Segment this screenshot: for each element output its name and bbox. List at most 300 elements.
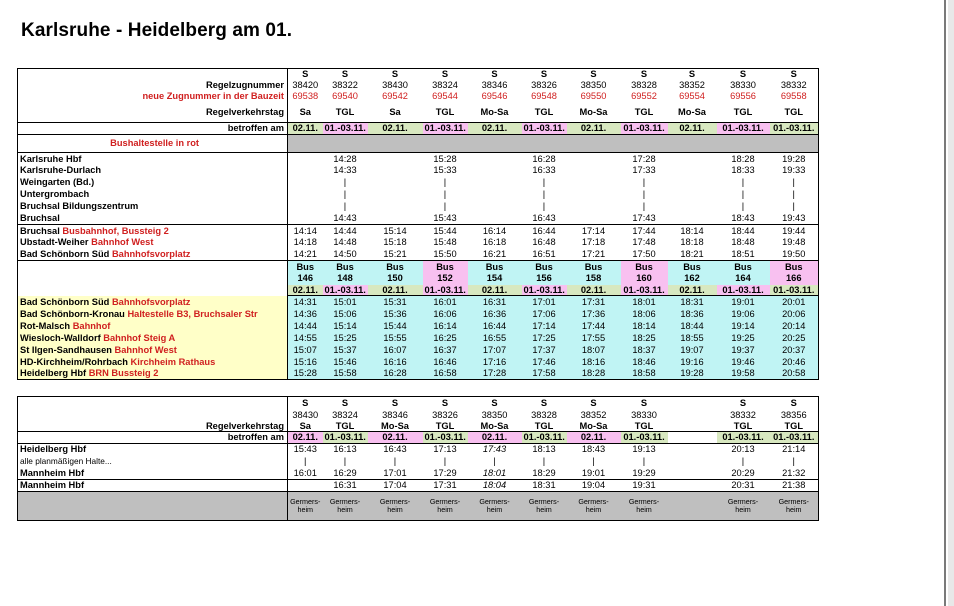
departure-time: 21:32	[770, 467, 819, 479]
departure-time: 16:25	[423, 332, 468, 344]
operating-day: Sa	[288, 421, 323, 432]
departure-time: 19:48	[770, 237, 819, 249]
bus-stop-name: Haltestelle B3, Bruchsaler Str	[127, 308, 258, 319]
destination-note: Germers- heim	[323, 491, 368, 520]
departure-time: 18:51	[731, 249, 755, 260]
departure-time: 18:33	[731, 165, 755, 176]
affected-dates: 02.11.	[368, 432, 423, 444]
departure-time	[368, 165, 423, 177]
operating-day: TGL	[435, 107, 455, 118]
departure-time: 18:44	[668, 320, 717, 332]
train-category: S	[770, 397, 819, 410]
train-number: 38324	[332, 409, 358, 420]
table-row	[18, 356, 888, 368]
table-row	[18, 123, 888, 135]
affected-dates: 02.11.	[288, 285, 323, 296]
affected-dates: 01.-03.11.	[424, 123, 466, 134]
bus-number: 150	[368, 273, 423, 285]
bus-number: 148	[323, 273, 368, 285]
departure-time: |	[542, 189, 546, 200]
station-name	[18, 344, 288, 356]
departure-time: 19:33	[770, 165, 819, 177]
table-row	[18, 368, 888, 380]
table-row	[18, 455, 888, 467]
table-row	[18, 479, 888, 491]
grey-cell	[621, 135, 668, 153]
table-row	[18, 491, 888, 520]
departure-time: 15:21	[383, 249, 407, 260]
departure-time: 19:16	[668, 356, 717, 368]
departure-time	[567, 153, 621, 165]
train-category: S	[288, 69, 323, 80]
train-category: S	[288, 397, 323, 410]
label-cell	[18, 273, 288, 285]
departure-time: 19:04	[567, 479, 621, 491]
bus-label: Bus	[770, 261, 819, 273]
departure-time: 14:28	[323, 153, 368, 165]
new-train-number: 69556	[730, 91, 756, 102]
bus-label: Bus	[522, 261, 567, 273]
train-category: S	[323, 69, 368, 80]
departure-time	[288, 189, 323, 201]
departure-time: 18:28	[567, 368, 621, 380]
affected-dates: 02.11.	[668, 285, 717, 296]
affected-dates: 01.-03.11.	[717, 432, 770, 444]
affected-dates	[668, 432, 717, 444]
timetable-heidelberg-mannheim	[17, 396, 888, 521]
departure-time: 18:31	[668, 296, 717, 308]
departure-time: 15:43	[288, 443, 323, 455]
betroffen-label: betroffen am	[18, 123, 288, 135]
departure-time: 18:36	[668, 308, 717, 320]
departure-time: |	[642, 189, 646, 200]
label-cell	[18, 397, 288, 410]
departure-time: |	[542, 456, 546, 467]
bus-number: 158	[567, 273, 621, 285]
table-row	[18, 165, 888, 177]
destination-note: Germers- heim	[522, 491, 567, 520]
departure-time: |	[393, 456, 397, 467]
departure-time: 18:58	[621, 368, 668, 380]
destination-note: Germers- heim	[621, 491, 668, 520]
departure-time: |	[770, 189, 819, 201]
operating-day	[668, 421, 717, 432]
departure-time: 18:04	[468, 479, 522, 491]
departure-time	[668, 201, 717, 213]
departure-time: |	[493, 456, 496, 467]
station-name: Weingarten (Bd.)	[18, 177, 288, 189]
affected-dates: 01.-03.11.	[770, 123, 819, 135]
departure-time: |	[642, 177, 646, 188]
operating-day: TGL	[534, 107, 554, 118]
grey-cell	[770, 135, 819, 153]
page-border	[944, 0, 946, 606]
new-train-number: 69540	[332, 91, 358, 102]
departure-time: 18:14	[621, 320, 668, 332]
destination-note: Germers- heim	[717, 491, 770, 520]
departure-time: 14:55	[288, 332, 323, 344]
table-row	[18, 69, 888, 80]
bus-stop-name: Bahnhof	[72, 320, 111, 331]
departure-time: 15:33	[433, 165, 457, 176]
affected-dates: 01.-03.11.	[523, 432, 565, 443]
train-category: S	[668, 69, 717, 80]
departure-time	[668, 467, 717, 479]
departure-time: 19:46	[717, 356, 770, 368]
destination-note: Germers- heim	[468, 491, 522, 520]
table-row	[18, 397, 888, 410]
departure-time: 20:01	[770, 296, 819, 308]
grey-cell	[423, 135, 468, 153]
departure-time: 18:48	[731, 237, 755, 248]
table-row	[18, 189, 888, 201]
departure-time: |	[343, 177, 347, 188]
departure-time: 17:31	[423, 479, 468, 491]
departure-time: 16:13	[333, 444, 357, 455]
departure-time: 16:06	[423, 308, 468, 320]
departure-time: 14:14	[288, 225, 323, 237]
departure-time: 18:21	[680, 249, 704, 260]
affected-dates: 01.-03.11.	[324, 432, 366, 443]
departure-time: 16:37	[423, 344, 468, 356]
station-name: Karlsruhe Hbf	[18, 153, 288, 165]
departure-time: 18:29	[532, 467, 556, 478]
departure-time: |	[443, 189, 447, 200]
station-name: Bruchsal	[18, 213, 288, 225]
grey-cell	[323, 135, 368, 153]
train-category: S	[423, 69, 468, 80]
departure-time: 14:18	[288, 237, 323, 249]
station-name	[18, 249, 288, 261]
table-row	[18, 135, 888, 153]
table-row	[18, 103, 888, 123]
table-row	[18, 344, 888, 356]
departure-time: 15:50	[433, 249, 457, 260]
table-row	[18, 237, 888, 249]
affected-dates: 02.11.	[668, 123, 717, 135]
label-cell	[18, 261, 288, 273]
train-category: S	[567, 397, 621, 410]
new-train-number: 69558	[770, 91, 819, 103]
departure-time: |	[443, 177, 447, 188]
departure-time: 16:28	[368, 368, 423, 380]
bus-label: Bus	[288, 261, 323, 273]
operating-day: TGL	[534, 420, 554, 431]
departure-time: 18:01	[621, 296, 668, 308]
bus-number: 156	[522, 273, 567, 285]
station-name: Karlsruhe-Durlach	[18, 165, 288, 177]
departure-time: |	[770, 201, 819, 213]
departure-time: 16:48	[532, 237, 556, 248]
new-train-number: 69554	[679, 91, 705, 102]
departure-time: 19:07	[668, 344, 717, 356]
departure-time: 17:01	[383, 467, 407, 478]
departure-time: 18:46	[621, 356, 668, 368]
bus-number: 146	[288, 273, 323, 285]
departure-time: 16:29	[333, 467, 357, 478]
train-number: 38350	[481, 409, 508, 420]
departure-time: 15:55	[368, 332, 423, 344]
departure-time: 14:44	[288, 320, 323, 332]
label-cell	[18, 410, 288, 421]
bus-stop-name: Busbahnhof, Bussteig 2	[62, 225, 169, 236]
bus-stop-name: Kirchheim Rathaus	[130, 356, 216, 367]
departure-time: 20:58	[770, 368, 819, 380]
departure-time: 16:43	[532, 213, 556, 224]
departure-time: 14:31	[288, 296, 323, 308]
grey-cell	[288, 135, 323, 153]
departure-time: 17:16	[468, 356, 522, 368]
bus-label: Bus	[621, 261, 668, 273]
label-cell	[18, 69, 288, 80]
departure-time: 17:43	[482, 444, 507, 455]
train-number: 38322	[332, 79, 358, 90]
station-name: Bruchsal Bildungszentrum	[18, 201, 288, 213]
departure-time: 19:50	[770, 249, 819, 261]
table-row	[18, 410, 888, 421]
departure-time: |	[642, 201, 646, 212]
page-shadow	[948, 0, 954, 606]
table-row	[18, 285, 888, 296]
train-number: 38346	[481, 79, 508, 90]
train-category: S	[522, 397, 567, 410]
departure-time: 15:37	[323, 344, 368, 356]
departure-time: 19:28	[770, 153, 819, 165]
departure-time	[288, 201, 323, 213]
departure-time: 18:18	[680, 237, 704, 248]
neuezug-label: neue Zugnummer in der Bauzeit	[18, 91, 288, 103]
departure-time	[567, 213, 621, 225]
departure-time: 16:36	[468, 308, 522, 320]
operating-day: TGL	[435, 420, 455, 431]
train-number: 38332	[730, 409, 756, 420]
departure-time: 18:13	[532, 444, 556, 455]
departure-time: 19:58	[717, 368, 770, 380]
bushaltestelle-note: Bushaltestelle in rot	[18, 135, 288, 153]
departure-time: |	[741, 201, 745, 212]
bus-stop-name: Bahnhof Steig A	[103, 332, 176, 343]
departure-time: 17:28	[468, 368, 522, 380]
train-number: 38328	[531, 409, 557, 420]
affected-dates: 02.11.	[468, 285, 522, 296]
destination-note: Germers- heim	[368, 491, 423, 520]
departure-time	[368, 189, 423, 201]
departure-time: 17:58	[522, 368, 567, 380]
station-name: Untergrombach	[18, 189, 288, 201]
bus-number: 166	[770, 273, 819, 285]
departure-time: 18:07	[567, 344, 621, 356]
new-train-number: 69548	[531, 91, 557, 102]
label-cell	[18, 285, 288, 296]
departure-time: 17:07	[468, 344, 522, 356]
affected-dates: 02.11.	[567, 123, 621, 135]
operating-day: Sa	[288, 103, 323, 123]
station-name	[18, 320, 288, 332]
departure-time	[567, 201, 621, 213]
bus-number: 164	[717, 273, 770, 285]
bus-stop-name: Bahnhof West	[91, 237, 154, 248]
departure-time: 15:44	[423, 225, 468, 237]
bus-label: Bus	[368, 261, 423, 273]
departure-time: 14:21	[288, 249, 323, 261]
operating-day: TGL	[634, 420, 654, 431]
departure-time: 17:44	[567, 320, 621, 332]
grey-cell	[668, 135, 717, 153]
departure-time	[468, 177, 522, 189]
destination-note: Germers- heim	[567, 491, 621, 520]
departure-time: 19:14	[717, 320, 770, 332]
departure-time	[468, 153, 522, 165]
departure-time: 18:44	[717, 225, 770, 237]
departure-time	[567, 165, 621, 177]
departure-time: 16:44	[468, 320, 522, 332]
operating-day: TGL	[634, 107, 654, 118]
departure-time: 20:14	[770, 320, 819, 332]
departure-time: 18:31	[522, 479, 567, 491]
train-category: S	[621, 69, 668, 80]
departure-time	[567, 189, 621, 201]
departure-time: 14:33	[333, 165, 357, 176]
departure-time: |	[741, 189, 745, 200]
departure-time: 17:31	[567, 296, 621, 308]
train-category: S	[368, 397, 423, 410]
new-train-number: 69538	[288, 91, 323, 103]
affected-dates: 01.-03.11.	[424, 432, 466, 443]
table-row	[18, 261, 888, 273]
new-train-number: 69546	[481, 91, 508, 102]
train-category: S	[468, 69, 522, 80]
bus-stop-name: Bahnhofsvorplatz	[111, 249, 191, 260]
departure-time: 15:06	[323, 308, 368, 320]
train-number: 38330	[631, 409, 657, 420]
operating-day: TGL	[733, 107, 753, 118]
departure-time: 15:07	[288, 344, 323, 356]
station-name-text: Bad Schönborn Süd	[20, 249, 112, 260]
departure-time: 17:28	[621, 153, 668, 165]
regelzug-label: Regelzugnummer	[18, 80, 288, 91]
departure-time: 18:37	[621, 344, 668, 356]
departure-time: 17:46	[522, 356, 567, 368]
train-category: S	[717, 397, 770, 410]
departure-time: 17:14	[567, 225, 621, 237]
departure-time: |	[343, 189, 347, 200]
affected-dates: 01.-03.11.	[770, 285, 819, 296]
train-number: 38430	[288, 410, 323, 421]
train-category: S	[621, 397, 668, 410]
departure-time: 19:25	[717, 332, 770, 344]
departure-time: 17:04	[368, 479, 423, 491]
departure-time: 15:46	[323, 356, 368, 368]
departure-time: 18:01	[482, 467, 507, 478]
affected-dates: 01.-03.11.	[424, 284, 466, 295]
departure-time: 20:25	[770, 332, 819, 344]
departure-time	[668, 213, 717, 225]
departure-time: 17:06	[522, 308, 567, 320]
departure-time: 16:43	[383, 444, 407, 455]
departure-time: 14:50	[333, 249, 357, 260]
departure-time: 20:13	[731, 444, 755, 455]
destination-note	[668, 491, 717, 520]
grey-cell	[522, 135, 567, 153]
destination-note: Germers- heim	[770, 491, 819, 520]
departure-time: 16:44	[522, 225, 567, 237]
departure-time: 19:01	[581, 467, 606, 478]
train-number: 38326	[531, 79, 557, 90]
bus-number: 162	[668, 273, 717, 285]
departure-time: |	[288, 455, 323, 467]
affected-dates: 01.-03.11.	[523, 284, 565, 295]
grey-cell	[368, 135, 423, 153]
departure-time: 16:31	[468, 296, 522, 308]
operating-day: Mo-Sa	[480, 107, 509, 118]
departure-time: 15:14	[368, 225, 423, 237]
departure-time: 19:01	[717, 296, 770, 308]
departure-time: 17:36	[567, 308, 621, 320]
affected-dates: 02.11.	[468, 432, 522, 444]
affected-dates: 01.-03.11.	[621, 123, 668, 135]
train-category: S	[323, 397, 368, 410]
bus-label: Bus	[567, 261, 621, 273]
table-row	[18, 467, 888, 479]
train-number: 38350	[580, 79, 607, 90]
departure-time: 17:18	[581, 237, 606, 248]
departure-time: 15:58	[323, 368, 368, 380]
departure-time: 17:43	[632, 213, 656, 224]
departure-time: 16:18	[482, 237, 507, 248]
departure-time: 16:14	[423, 320, 468, 332]
table-row	[18, 320, 888, 332]
departure-time: 19:28	[668, 368, 717, 380]
new-train-number: 69542	[382, 91, 408, 102]
station-name: Heidelberg Hbf	[18, 443, 288, 455]
table-row	[18, 273, 888, 285]
departure-time: 17:29	[433, 467, 457, 478]
affected-dates: 02.11.	[567, 432, 621, 444]
bus-stop-name: BRN Bussteig 2	[88, 368, 159, 379]
departure-time	[668, 153, 717, 165]
operating-day: Mo-Sa	[381, 420, 409, 431]
departure-time: |	[443, 201, 447, 212]
departure-time: 15:28	[423, 153, 468, 165]
destination-note: Germers- heim	[288, 491, 323, 520]
departure-time	[668, 165, 717, 177]
affected-dates: 02.11.	[567, 285, 621, 296]
departure-time: 17:37	[522, 344, 567, 356]
train-number	[668, 410, 717, 421]
train-category: S	[717, 69, 770, 80]
train-category: S	[522, 69, 567, 80]
departure-time: 15:25	[323, 332, 368, 344]
table-row	[18, 421, 888, 432]
station-name-text: Wiesloch-Walldorf	[20, 332, 104, 343]
departure-time: 15:43	[433, 213, 457, 224]
departure-time: 16:16	[368, 356, 423, 368]
departure-time	[668, 177, 717, 189]
operating-day: TGL	[770, 421, 819, 432]
bus-label: Bus	[423, 261, 468, 273]
departure-time: 17:44	[621, 225, 668, 237]
affected-dates: 02.11.	[368, 123, 423, 135]
departure-time	[288, 213, 323, 225]
departure-time: 21:38	[770, 479, 819, 491]
departure-time: 14:36	[288, 308, 323, 320]
departure-time: 16:51	[532, 249, 556, 260]
departure-time: |	[542, 177, 546, 188]
departure-time: 18:14	[668, 225, 717, 237]
departure-time	[668, 443, 717, 455]
departure-time: 15:31	[368, 296, 423, 308]
station-name	[18, 296, 288, 308]
